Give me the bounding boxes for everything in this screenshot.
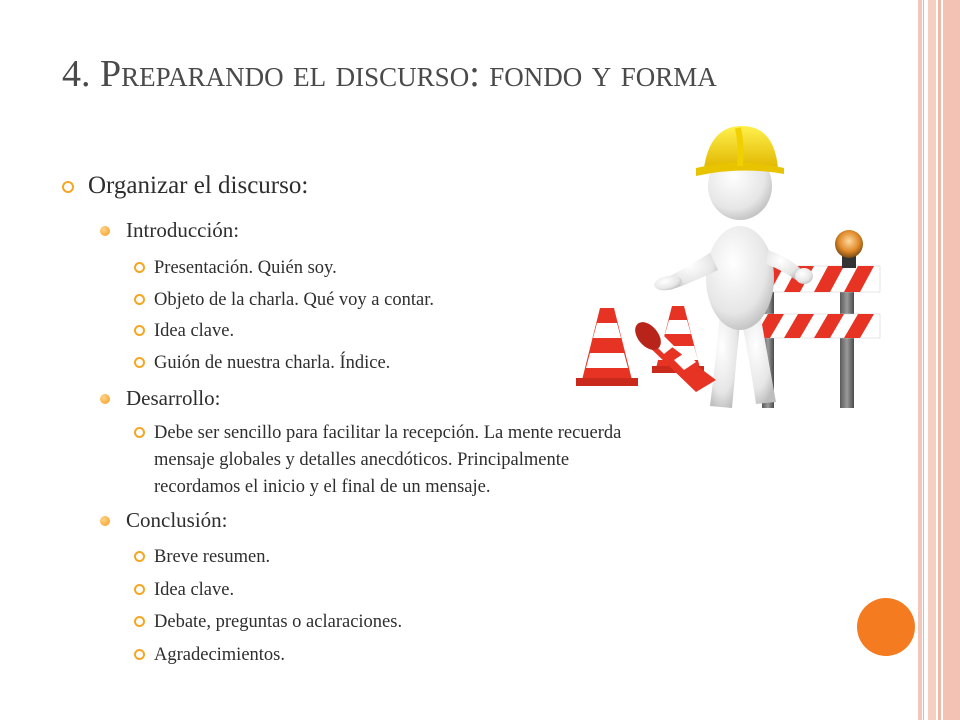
slide-title: 4. Preparando el discurso: fondo y forma — [62, 53, 717, 95]
list-item-text-line2: mensaje globales y detalles anecdóticos. Principalmente — [154, 450, 570, 470]
dot-bullet-icon — [100, 394, 110, 404]
circle-bullet-icon — [134, 294, 145, 305]
dot-bullet-icon — [100, 226, 110, 236]
circle-bullet-icon — [134, 649, 145, 660]
circle-bullet-icon — [134, 551, 145, 562]
circle-bullet-icon — [134, 616, 145, 627]
dot-bullet-icon — [100, 516, 110, 526]
section-heading-text: Introducción: — [126, 218, 240, 242]
list-item-text: Guión de nuestra charla. Índice. — [154, 353, 391, 373]
decorative-side-stripes — [918, 0, 960, 720]
circle-bullet-icon — [134, 584, 145, 595]
list-item-text: Idea clave. — [154, 321, 235, 341]
construction-worker-illustration — [570, 118, 900, 418]
section-heading-text: Desarrollo: — [126, 386, 221, 410]
list-item-text: Agradecimientos. — [154, 645, 285, 665]
circle-bullet-icon — [134, 357, 145, 368]
list-item-text-line3: recordamos el inicio y el final de un mensaje. — [154, 477, 491, 497]
circle-bullet-icon — [62, 181, 74, 193]
circle-bullet-icon — [134, 262, 145, 273]
list-item-text: Presentación. Quién soy. — [154, 258, 337, 278]
circle-bullet-icon — [134, 427, 145, 438]
list-item-text: Breve resumen. — [154, 547, 271, 567]
list-item-text: Debate, preguntas o aclaraciones. — [154, 612, 403, 632]
list-item-text: Idea clave. — [154, 580, 235, 600]
decorative-orange-circle — [857, 598, 915, 656]
list-item-text: Objeto de la charla. Qué voy a contar. — [154, 290, 434, 310]
list-item-text-line1: Debe ser sencillo para facilitar la recepción. La mente recuerda — [154, 423, 622, 443]
circle-bullet-icon — [134, 325, 145, 336]
level1-text: Organizar el discurso: — [88, 172, 309, 199]
section-heading-text: Conclusión: — [126, 508, 228, 532]
